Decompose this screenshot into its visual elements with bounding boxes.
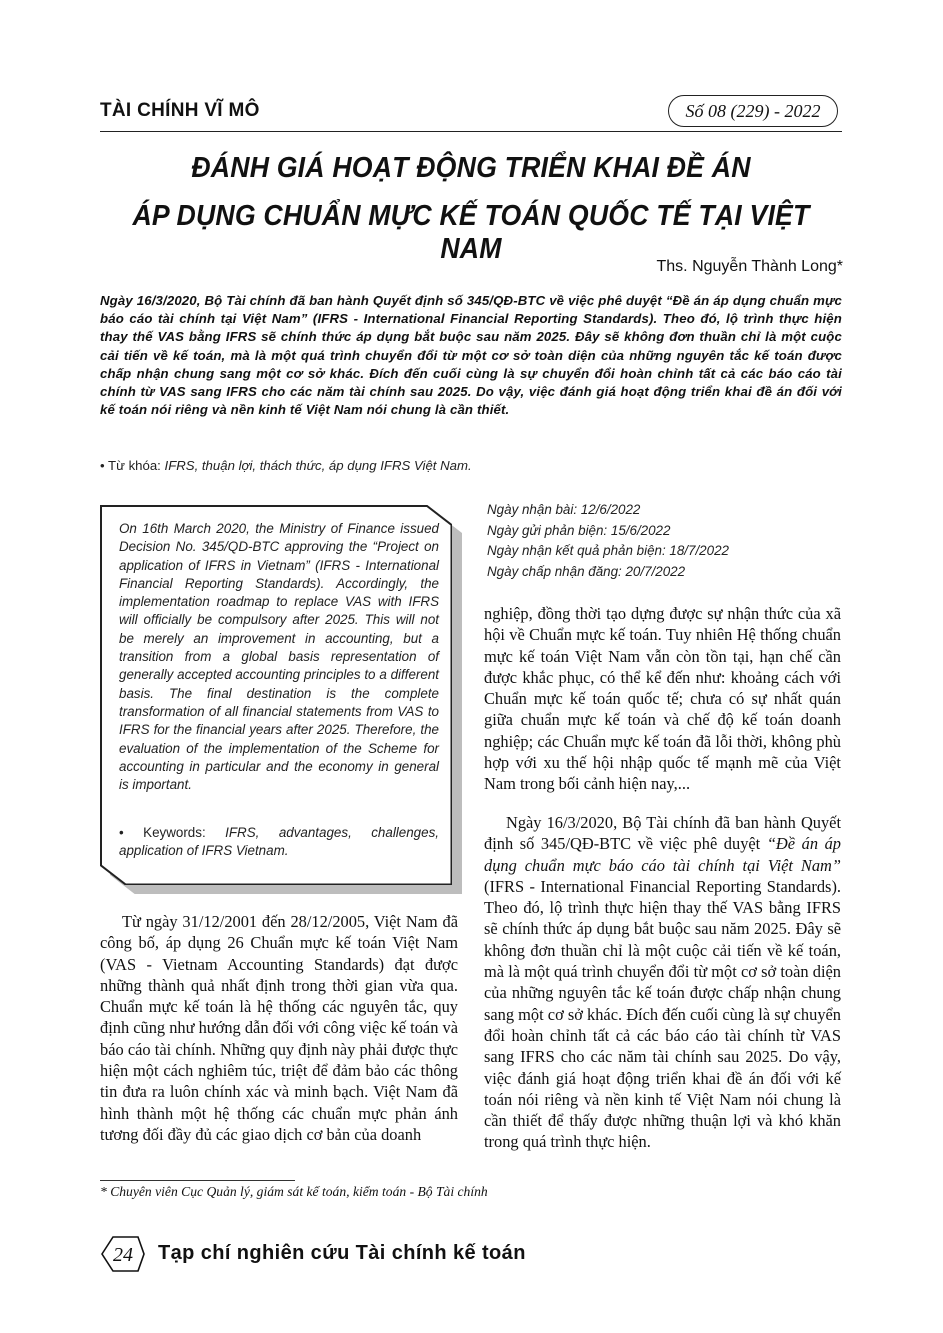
- date-received: Ngày nhận bài: 12/6/2022: [487, 502, 641, 517]
- header-rule: [100, 131, 842, 132]
- footnote-rule: [100, 1180, 295, 1181]
- body-right-paragraph-2: [484, 812, 841, 1153]
- body-italic-text: “Đề án áp dụng chuẩn mực báo cáo tài chính tại Việt Nam”: [484, 834, 841, 875]
- body-paragraph: Từ ngày 31/12/2001 đến 28/12/2005, Việt Nam đã công bố, áp dụng 26 Chuẩn mực kế toán Việt Nam (VAS - Vietnam Accounting Standards) đạt được những thành quả nhất định trong thời gian vừa qua. Chuẩn mực kế toán là hệ thống các nguyên tắc, quy định cũng như hướng dẫn đối với công việc kế toán và báo cáo tài chính. Những quy định này phải được thực hiện một cách nghiêm túc, triệt để đảm bảo các thông tin đưa ra luôn chính xác và minh bạch. Việt Nam đã hình thành một hệ thống các chuẩn mực phản ánh tương đối đầy đủ các giao dịch cơ bản của doanh: [100, 912, 458, 1144]
- issue-badge: Số 08 (229) - 2022: [668, 95, 838, 127]
- keywords-en-label: • Keywords:: [119, 825, 206, 840]
- date-review-result: Ngày nhận kết quả phản biện: 18/7/2022: [487, 543, 729, 558]
- keywords-english: [119, 824, 439, 861]
- date-accepted: Ngày chấp nhận đăng: 20/7/2022: [487, 563, 686, 579]
- abstract-english: On 16th March 2020, the Ministry of Finance issued Decision No. 345/QD-BTC approving the “Project on application of IFRS in Vietnam” (IFRS - International Financial Reporting Standards). Accordingly, the implementation roadmap to replace VAS with IFRS will officially be compulsory after 2025. This will not be merely an improvement in accounting, but a transition from a global basis representation of generally accepted accounting principles to a different basis. The final destination is the complete transformation of all financial statements from VAS to IFRS for the financial years after 2025. Therefore, the evaluation of the implementation of the Scheme for accounting in particular and the economy in general is important.: [119, 521, 439, 793]
- article-title-line-1: ĐÁNH GIÁ HOẠT ĐỘNG TRIỂN KHAI ĐỀ ÁN: [191, 152, 751, 184]
- keywords-terms: IFRS, thuận lợi, thách thức, áp dụng IFRS Việt Nam.: [164, 458, 472, 473]
- section-label: TÀI CHÍNH VĨ MÔ: [100, 100, 260, 121]
- body-paragraph: nghiệp, đồng thời tạo dựng được sự nhận thức của xã hội về Chuẩn mực kế toán. Tuy nhiên Hệ thống chuẩn mực kế toán Việt Nam vẫn còn tồn tại, hạn chế cần được khắc phục, có thể kể đến như: khoảng cách với Chuẩn mực kế toán quốc tế; chưa có sự nhất quán giữa chuẩn mực kế toán và chế độ kế toán doanh nghiệp; các Chuẩn mực kế toán đã lỗi thời, không phù hợp với xu thế hội nhập quốc tế mạnh mẽ của Việt Nam trong bối cảnh hiện nay,...: [484, 604, 841, 794]
- keywords-label: • Từ khóa:: [100, 458, 161, 473]
- page-number: 24: [113, 1244, 133, 1266]
- body-paragraph: [484, 812, 841, 1153]
- footnote: * Chuyên viên Cục Quản lý, giám sát kế toán, kiểm toán - Bộ Tài chính: [100, 1184, 488, 1199]
- keywords-en-terms: IFRS, advantages, challenges, application of IFRS Vietnam.: [119, 825, 439, 859]
- submission-dates: [487, 500, 837, 582]
- author: Ths. Nguyễn Thành Long*: [656, 258, 843, 275]
- article-title-line-2: ÁP DỤNG CHUẨN MỰC KẾ TOÁN QUỐC TẾ TẠI VIỆT NAM: [132, 200, 810, 265]
- journal-name: Tạp chí nghiên cứu Tài chính kế toán: [158, 1242, 526, 1264]
- body-left-column: [100, 911, 458, 1145]
- body-text: Ngày 16/3/2020, Bộ Tài chính đã ban hành Quyết định số 345/QĐ-BTC về việc phê duyệt: [484, 813, 841, 854]
- date-sent-review: Ngày gửi phản biện: 15/6/2022: [487, 522, 671, 538]
- body-text: (IFRS - International Financial Reporting Standards). Theo đó, lộ trình thực hiện thay thế VAS bằng IFRS sẽ chính thức áp dụng bắt buộc sau năm 2025. Đây sẽ không đơn thuần chỉ là một cuộc cải tiến về kế toán, mà là một quá trình chuyển đổi từ một cơ sở toàn diện của những nguyên tắc kế toán được chấp nhận chung sang một cơ sở khác. Đích đến cuối cùng là sự chuyển đổi hoàn chỉnh tất cả các báo cáo tài chính từ VAS sang IFRS cho các năm tài chính sau 2025. Do vậy, việc đánh giá hoạt động triển khai đề án đối với kế toán nói riêng và nền kinh tế Việt Nam nói chung là cần thiết để thấy được những thuận lợi và khó khăn trong quá trình thực hiện.: [484, 876, 841, 1152]
- abstract-vietnamese: Ngày 16/3/2020, Bộ Tài chính đã ban hành Quyết định số 345/QĐ-BTC về việc phê duyệt “Đề án áp dụng chuẩn mực báo cáo tài chính tại Việt Nam” (IFRS - International Financial Reporting Standards). Theo đó, lộ trình thực hiện thay thế VAS bằng IFRS sẽ chính thức áp dụng bắt buộc sau năm 2025. Đây sẽ không đơn thuần chỉ là một cuộc cải tiến về kế toán, mà là một quá trình chuyển đổi từ một cơ sở toàn diện của những nguyên tắc kế toán được chấp nhận chung sang một cơ sở khác. Đích đến cuối cùng là sự chuyển đổi hoàn chỉnh tất cả các báo cáo tài chính từ VAS sang IFRS cho các năm tài chính sau 2025. Do vậy, việc đánh giá hoạt động triển khai đề án đối với kế toán nói riêng và nền kinh tế Việt Nam nói chung là cần thiết.: [100, 293, 842, 418]
- body-right-paragraph-1: [484, 603, 841, 795]
- page-number-badge: [98, 1234, 148, 1274]
- keywords-vietnamese: [100, 458, 842, 473]
- page-number-frame-icon: [98, 1234, 148, 1274]
